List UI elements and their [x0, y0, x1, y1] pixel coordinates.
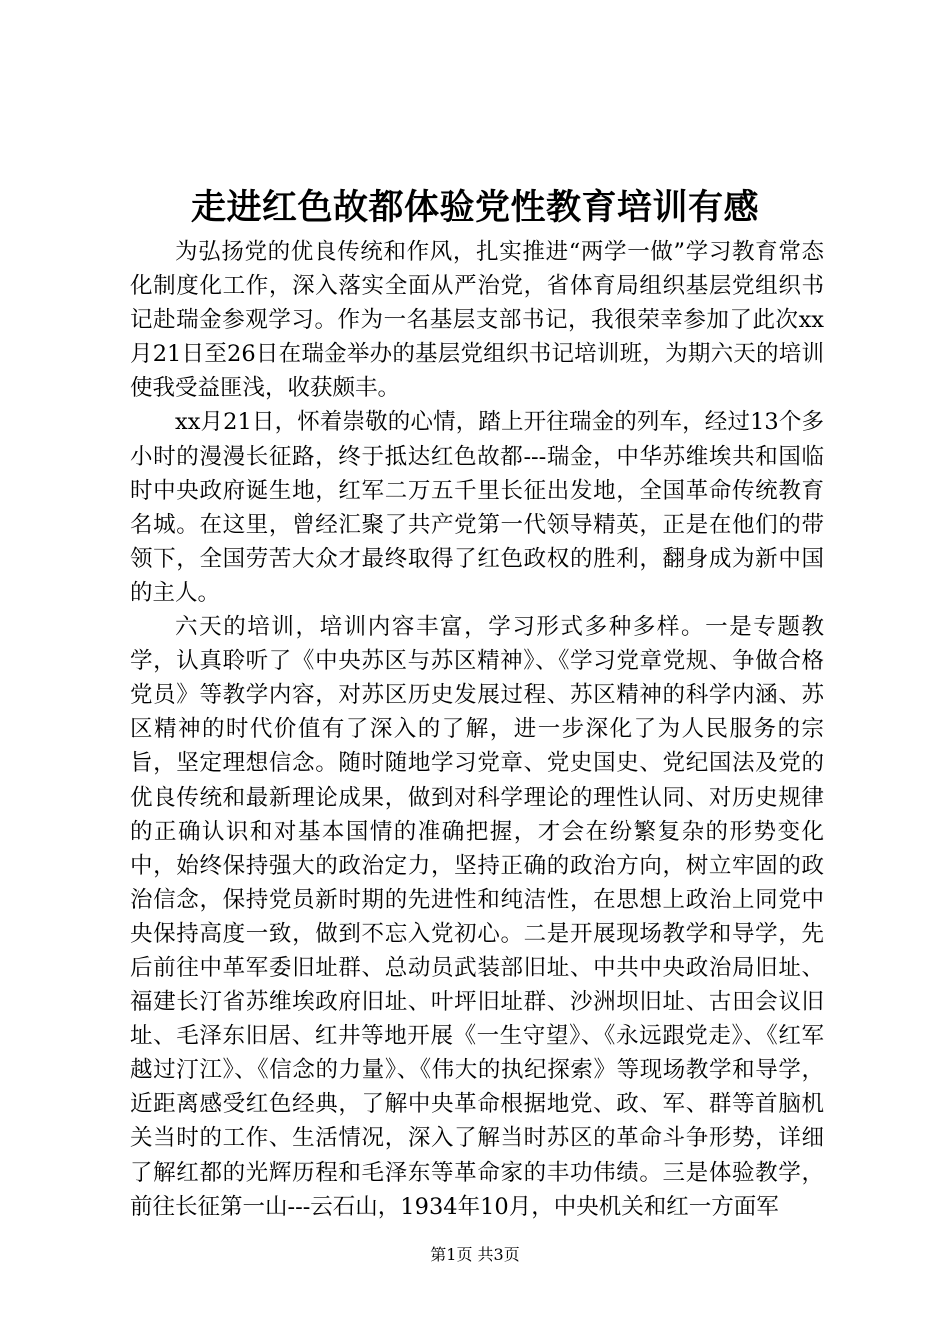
paragraph-3: 六天的培训，培训内容丰富，学习形式多种多样。一是专题教学，认真聆听了《中央苏区与苏区精神》、《学习党章党规、争做合格党员》等教学内容，对苏区历史发展过程、苏区精神的科学内涵、苏区精神的时代价值有了深入的了解，进一步深化了为人民服务的宗旨，坚定理想信念。随时随地学习党章、党史国史、党纪国法及党的优良传统和最新理论成果，做到对科学理论的理性认同、对历史规律的正确认识和对基本国情的准确把握，才会在纷繁复杂的形势变化中，始终保持强大的政治定力，坚持正确的政治方向，树立牢固的政治信念，保持党员新时期的先进性和纯洁性，在思想上政治上同党中央保持高度一致，做到不忘入党初心。二是开展现场教学和导学，先后前往中革军委旧址群、总动员武装部旧址、中共中央政治局旧址、福建长汀省苏维埃政府旧址、叶坪旧址群、沙洲坝旧址、古田会议旧址、毛泽东旧居、红井等地开展《一生守望》、《永远跟党走》、《红军越过汀江》、《信念的力量》、《伟大的执纪探索》等现场教学和导学，近距离感受红色经典，了解中央革命根据地党、政、军、群等首脑机关当时的工作、生活情况，深入了解当时苏区的革命斗争形势，详细了解红都的光辉历程和毛泽东等革命家的丰功伟绩。三是体验教学，前往长征第一山---云石山，1934年10月，中央机关和红一方面军: [130, 614, 824, 1220]
page-footer: 第1页 共3页: [430, 1245, 520, 1264]
paragraph-1: 为弘扬党的优良传统和作风，扎实推进“两学一做”学习教育常态化制度化工作，深入落实全面从严治党，省体育局组织基层党组织书记赴瑞金参观学习。作为一名基层支部书记，我很荣幸参加了此次xx月21日至26日在瑞金举办的基层党组织书记培训班，为期六天的培训使我受益匪浅，收获颇丰。: [130, 239, 824, 402]
document-body: [130, 235, 824, 1224]
document-title: 走进红色故都体验党性教育培训有感: [190, 187, 759, 228]
paragraph-2: xx月21日，怀着崇敬的心情，踏上开往瑞金的列车，经过13个多小时的漫漫长征路，终于抵达红色故都---瑞金，中华苏维埃共和国临时中央政府诞生地，红军二万五千里长征出发地，全国革命传统教育名城。在这里，曾经汇聚了共产党第一代领导精英，正是在他们的带领下，全国劳苦大众才最终取得了红色政权的胜利，翻身成为新中国的主人。: [130, 409, 824, 606]
